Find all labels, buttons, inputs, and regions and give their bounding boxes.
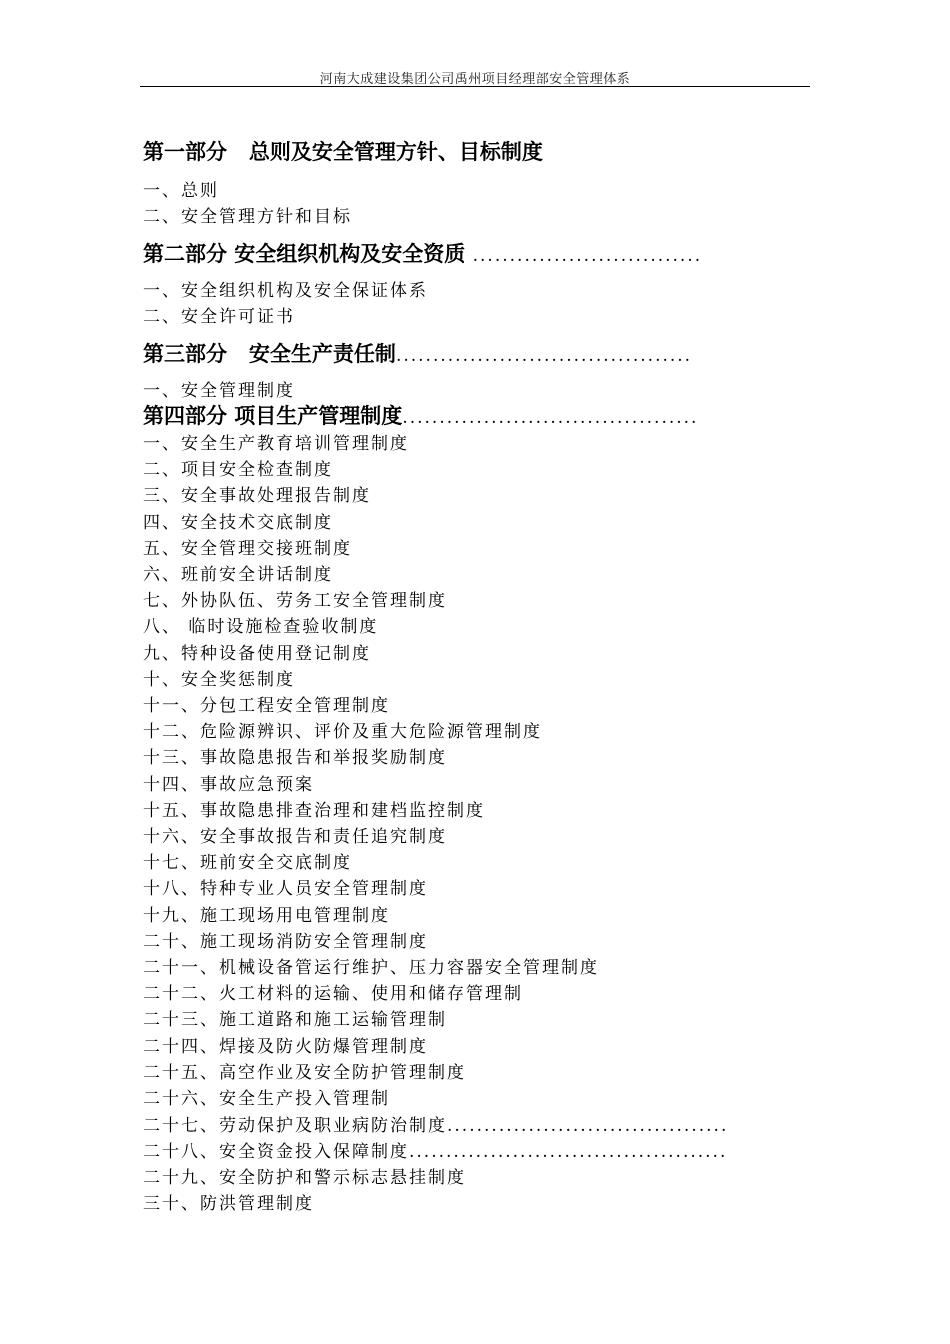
toc-item: 十九、施工现场用电管理制度 xyxy=(143,905,390,926)
toc-item: 二十四、焊接及防火防爆管理制度 xyxy=(143,1036,428,1057)
toc-item: 七、外协队伍、劳务工安全管理制度 xyxy=(143,591,447,612)
toc-item: 二十三、施工道路和施工运输管理制 xyxy=(143,1010,447,1031)
part-1-heading xyxy=(143,136,543,166)
leader-dots: ............................... xyxy=(472,246,703,266)
part-3-title: 第三部分 安全生产责任制 xyxy=(143,341,396,366)
toc-item: 九、特种设备使用登记制度 xyxy=(143,643,371,664)
toc-item: 三十、防洪管理制度 xyxy=(143,1194,314,1214)
toc-item: 五、安全管理交接班制度 xyxy=(143,538,352,559)
part-4-title: 第四部分 项目生产管理制度 xyxy=(143,403,403,428)
part-2-heading xyxy=(143,238,702,268)
toc-item: 一、安全生产教育培训管理制度 xyxy=(143,434,409,454)
toc-item: 十、安全奖惩制度 xyxy=(143,669,295,690)
toc-item: 二十六、安全生产投入管理制 xyxy=(143,1089,390,1109)
leader-dots: ........................................ xyxy=(395,346,693,366)
toc-item: 一、安全管理制度 xyxy=(143,381,295,401)
toc-item: 十一、分包工程安全管理制度 xyxy=(143,696,390,716)
toc-item: 六、班前安全讲话制度 xyxy=(143,565,333,585)
toc-item: 三、安全事故处理报告制度 xyxy=(143,486,371,507)
toc-item: 二十五、高空作业及安全防护管理制度 xyxy=(143,1062,466,1083)
toc-item: 十六、安全事故报告和责任追究制度 xyxy=(143,827,447,847)
toc-item: 十三、事故隐患报告和举报奖励制度 xyxy=(143,748,447,769)
toc-item: 二十二、火工材料的运输、使用和储存管理制 xyxy=(143,984,523,1005)
toc-item: 十八、特种专业人员安全管理制度 xyxy=(143,879,428,900)
toc-item: 二十一、机械设备管运行维护、压力容器安全管理制度 xyxy=(143,958,599,978)
toc-item: 二、安全管理方针和目标 xyxy=(143,207,352,227)
toc-item: 二、项目安全检查制度 xyxy=(143,460,333,481)
toc-item: 八、 临时设施检查验收制度 xyxy=(143,617,379,638)
toc-item: 十七、班前安全交底制度 xyxy=(143,853,352,874)
part-2-title: 第二部分 安全组织机构及安全资质 xyxy=(143,241,473,266)
toc-item: 十四、事故应急预案 xyxy=(143,774,314,795)
part-1-title: 第一部分 总则及安全管理方针、目标制度 xyxy=(143,139,543,164)
toc-item: 十五、事故隐患排查治理和建档监控制度 xyxy=(143,800,485,821)
toc-item-28: 二十八、安全资金投入保障制度........................................... xyxy=(143,1142,728,1162)
toc-item: 二十、施工现场消防安全管理制度 xyxy=(143,931,428,952)
leader-dots: ........................................ xyxy=(402,408,699,428)
header-rule xyxy=(140,86,810,87)
part-3-heading xyxy=(143,338,692,368)
toc-item: 四、安全技术交底制度 xyxy=(143,512,333,533)
page-header: 河南大成建设集团公司禹州项目经理部安全管理体系 xyxy=(319,72,631,87)
toc-item: 二、安全许可证书 xyxy=(143,307,295,327)
part-4-heading xyxy=(143,400,698,430)
toc-item: 二十九、安全防护和警示标志悬挂制度 xyxy=(143,1168,466,1188)
toc-item: 十二、危险源辨识、评价及重大危险源管理制度 xyxy=(143,722,542,743)
toc-item-27: 二十七、劳动保护及职业病防治制度...................................... xyxy=(143,1116,729,1136)
toc-item: 一、安全组织机构及安全保证体系 xyxy=(143,281,428,301)
toc-item: 一、总则 xyxy=(143,181,219,201)
